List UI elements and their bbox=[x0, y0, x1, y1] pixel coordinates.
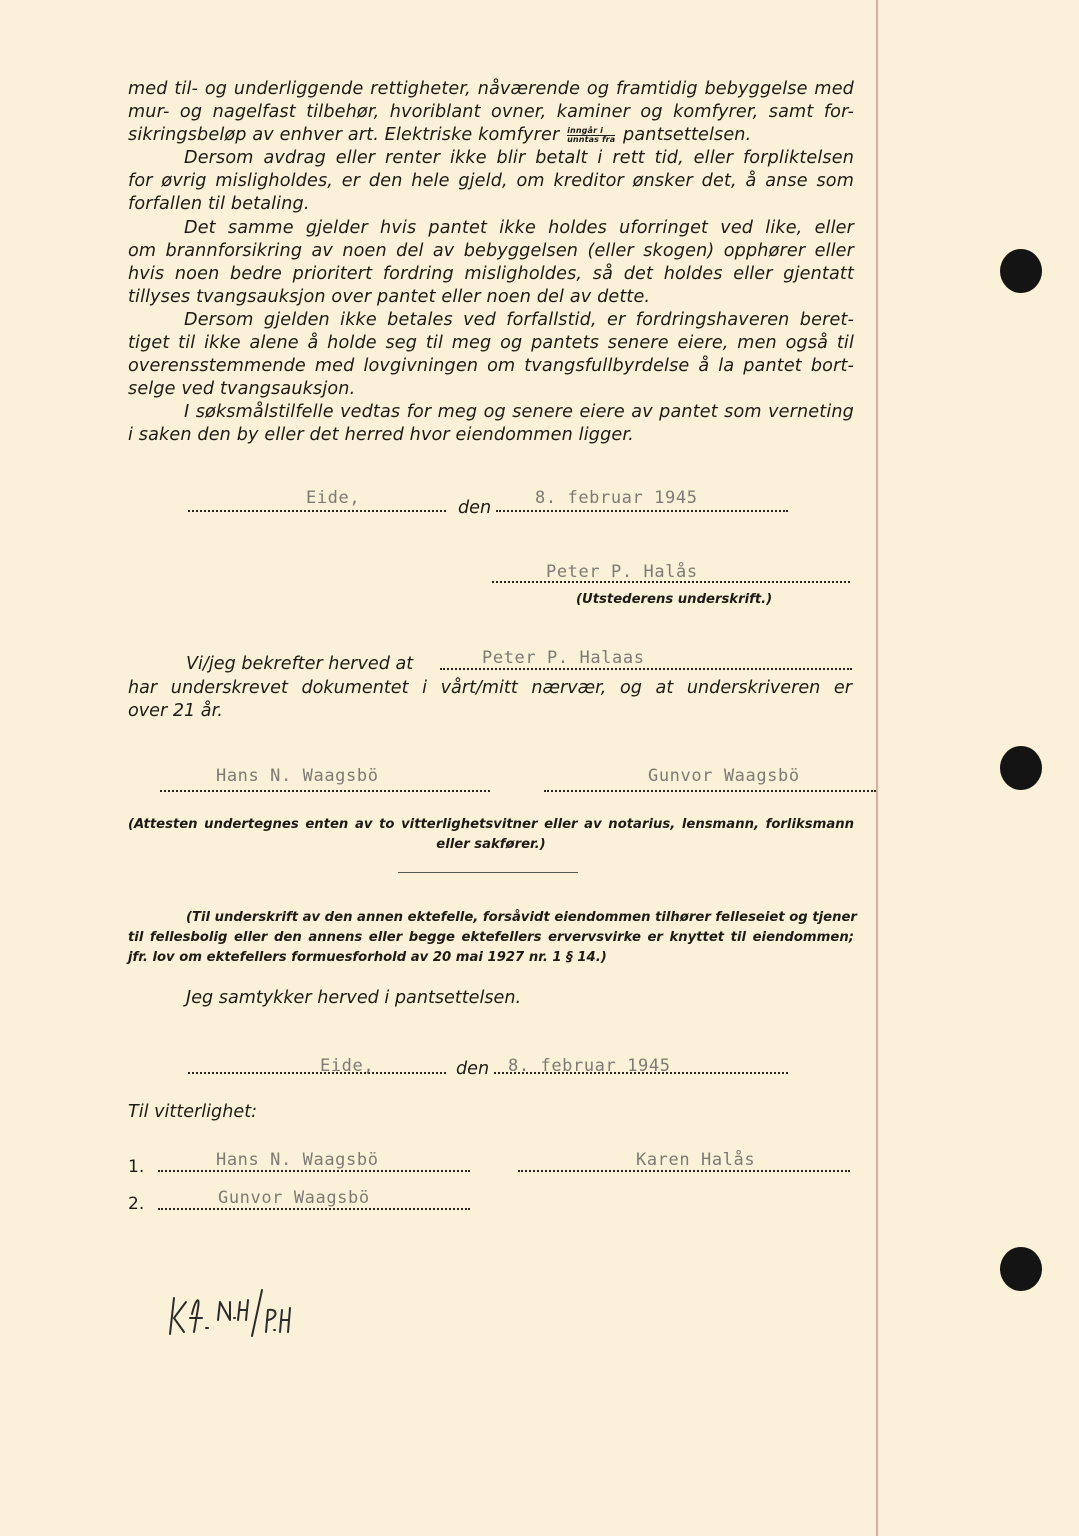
fraction-bottom: unntas fra bbox=[567, 134, 616, 144]
place-field: Eide, bbox=[306, 488, 361, 508]
dotted-line bbox=[158, 1208, 470, 1210]
dotted-line bbox=[544, 790, 876, 792]
witness-signature: Gunvor Waagsbö bbox=[218, 1188, 370, 1208]
text-line: tillyses tvangsauksjon over pantet eller noen del av dette. bbox=[128, 286, 651, 307]
text-line: tiget til ikke alene å holde seg til meg og pantets senere eiere, men også til bbox=[128, 333, 854, 354]
dotted-line bbox=[496, 510, 788, 512]
dotted-line bbox=[440, 668, 852, 670]
place-field: Eide, bbox=[320, 1056, 375, 1076]
text-line: Dersom avdrag eller renter ikke blir betalt i rett tid, eller forpliktelsen bbox=[184, 148, 854, 169]
text-line: for øvrig misligholdes, er den hele gjeld, om kreditor ønsker det, å anse som bbox=[128, 171, 854, 192]
text-line bbox=[128, 124, 854, 147]
choice-fraction bbox=[567, 127, 615, 144]
text-line: overensstemmende med lovgivningen om tvangsfullbyrdelse å la pantet bort- bbox=[128, 356, 854, 377]
witness-number: 1. bbox=[128, 1157, 145, 1177]
text-line: med til- og underliggende rettigheter, nåværende og framtidig bebyggelse med bbox=[128, 79, 854, 99]
dotted-line bbox=[518, 1170, 850, 1172]
spouse-note: til fellesbolig eller den annens eller begge ektefellers ervervsvirke er knyttet til eiendommen; bbox=[128, 930, 854, 945]
date-field: 8. februar 1945 bbox=[508, 1056, 671, 1076]
attest-lead: Vi/jeg bekrefter herved at bbox=[186, 654, 414, 674]
den-label: den bbox=[458, 498, 492, 518]
witness-heading: Til vitterlighet: bbox=[128, 1102, 258, 1122]
text-line: selge ved tvangsauksjon. bbox=[128, 379, 356, 400]
text-line: om brannforsikring av noen del av bebyggelsen (eller skogen) opphører eller bbox=[128, 240, 854, 261]
text-line: i saken den by eller det herred hvor eiendommen ligger. bbox=[128, 425, 634, 446]
text-fragment: sikringsbeløp av enhver art. Elektriske komfyrer bbox=[128, 125, 560, 146]
punch-hole bbox=[1000, 1247, 1042, 1291]
handwritten-initials bbox=[166, 1288, 296, 1348]
date-field: 8. februar 1945 bbox=[535, 488, 698, 508]
attest-line: over 21 år. bbox=[128, 701, 223, 721]
witness-signature: Hans N. Waagsbö bbox=[216, 766, 379, 786]
text-line: I søksmålstilfelle vedtas for meg og senere eiere av pantet som verneting bbox=[184, 402, 854, 423]
dotted-line bbox=[158, 1170, 470, 1172]
text-line: Dersom gjelden ikke betales ved forfallstid, er fordringshaveren beret- bbox=[184, 309, 854, 330]
text-fragment: pantsettelsen. bbox=[623, 125, 752, 146]
pledge-terms bbox=[128, 78, 854, 448]
text-line: forfallen til betaling. bbox=[128, 194, 310, 215]
punch-hole bbox=[1000, 249, 1042, 293]
attest-line: har underskrevet dokumentet i vårt/mitt nærvær, og at underskriveren er bbox=[128, 678, 852, 698]
attest-note: eller sakfører.) bbox=[436, 837, 546, 852]
margin-rule bbox=[876, 0, 878, 1536]
spouse-signature: Karen Halås bbox=[636, 1150, 756, 1170]
den-label: den bbox=[456, 1059, 490, 1079]
punch-hole bbox=[1000, 746, 1042, 790]
attest-name: Peter P. Halaas bbox=[482, 648, 645, 668]
fraction-top: inngår i bbox=[567, 125, 604, 135]
dotted-line bbox=[160, 790, 490, 792]
dotted-line bbox=[188, 1072, 446, 1074]
witness-number: 2. bbox=[128, 1194, 145, 1214]
witness-signature: Gunvor Waagsbö bbox=[648, 766, 800, 786]
text-line: Det samme gjelder hvis pantet ikke holdes uforringet ved like, eller bbox=[184, 217, 854, 238]
spouse-note: (Til underskrift av den annen ektefelle, forsåvidt eiendommen tilhører felleseiet og tjener bbox=[186, 910, 857, 925]
consent-text: Jeg samtykker herved i pantsettelsen. bbox=[186, 988, 522, 1008]
witness-signature: Hans N. Waagsbö bbox=[216, 1150, 379, 1170]
issuer-caption: (Utstederens underskrift.) bbox=[576, 592, 773, 607]
section-divider bbox=[398, 872, 578, 873]
text-line: hvis noen bedre prioritert fordring misligholdes, så det holdes eller gjentatt bbox=[128, 263, 854, 284]
handwritten-initials-drawing bbox=[166, 1288, 296, 1344]
attest-note: (Attesten undertegnes enten av to vitterlighetsvitner eller av notarius, lensmann, forliksmann bbox=[128, 817, 854, 832]
spouse-note: jfr. lov om ektefellers formuesforhold av 20 mai 1927 nr. 1 § 14.) bbox=[128, 950, 607, 965]
issuer-signature: Peter P. Halås bbox=[546, 562, 698, 582]
dotted-line bbox=[188, 510, 446, 512]
text-line: mur- og nagelfast tilbehør, hvoriblant ovner, kaminer og komfyrer, samt for- bbox=[128, 102, 854, 123]
